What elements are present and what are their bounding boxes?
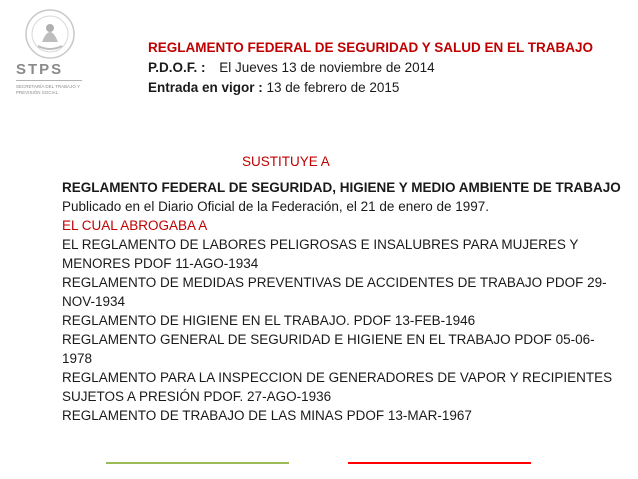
vigor-value: 13 de febrero de 2015: [262, 80, 400, 95]
substitutes-label: SUSTITUYE A: [242, 154, 330, 169]
abrogated-line: MENORES PDOF 11-AGO-1934: [62, 256, 259, 271]
abrogated-label: EL CUAL ABROGABA A: [62, 218, 208, 233]
abrogated-line: 1978: [62, 351, 93, 366]
abrogated-line: REGLAMENTO DE TRABAJO DE LAS MINAS PDOF 13-MAR-1967: [62, 408, 472, 423]
replaced-regulation-title: REGLAMENTO FEDERAL DE SEGURIDAD, HIGIENE Y MEDIO AMBIENTE DE TRABAJO: [62, 180, 621, 195]
pdof-value: El Jueves 13 de noviembre de 2014: [219, 60, 435, 75]
abrogated-line: SUJETOS A PRESIÓN PDOF. 27-AGO-1936: [62, 389, 332, 404]
logo-wordmark: STPS: [16, 61, 64, 78]
red-divider: [348, 462, 531, 464]
abrogated-line: REGLAMENTO PARA LA INSPECCION DE GENERADORES DE VAPOR Y RECIPIENTES: [62, 370, 613, 385]
abrogated-line: REGLAMENTO DE HIGIENE EN EL TRABAJO. PDOF 13-FEB-1946: [62, 313, 476, 328]
pdof-label: P.D.O.F. :: [148, 60, 206, 75]
document-body: [62, 178, 622, 425]
abrogated-line: EL REGLAMENTO DE LABORES PELIGROSAS E INSALUBRES PARA MUJERES Y: [62, 237, 579, 252]
abrogated-line: NOV-1934: [62, 294, 126, 309]
pdof-row: [148, 58, 593, 78]
regulation-title: REGLAMENTO FEDERAL DE SEGURIDAD Y SALUD EN EL TRABAJO: [148, 40, 594, 55]
green-divider: [106, 462, 289, 464]
document-header: [148, 38, 593, 98]
logo-divider: [16, 80, 82, 81]
logo-subtitle: SECRETARÍA DEL TRABAJO Y PREVISIÓN SOCIAL: [16, 84, 81, 95]
abrogated-line: REGLAMENTO GENERAL DE SEGURIDAD E HIGIENE EN EL TRABAJO PDOF 05-06-: [62, 332, 595, 347]
abrogated-line: REGLAMENTO DE MEDIDAS PREVENTIVAS DE ACCIDENTES DE TRABAJO PDOF 29-: [62, 275, 607, 290]
national-seal-icon: [24, 8, 76, 60]
stps-logo: [8, 8, 94, 126]
vigor-row: [148, 78, 593, 98]
publication-note: Publicado en el Diario Oficial de la Federación, el 21 de enero de 1997.: [62, 199, 490, 214]
vigor-label: Entrada en vigor :: [148, 80, 263, 95]
